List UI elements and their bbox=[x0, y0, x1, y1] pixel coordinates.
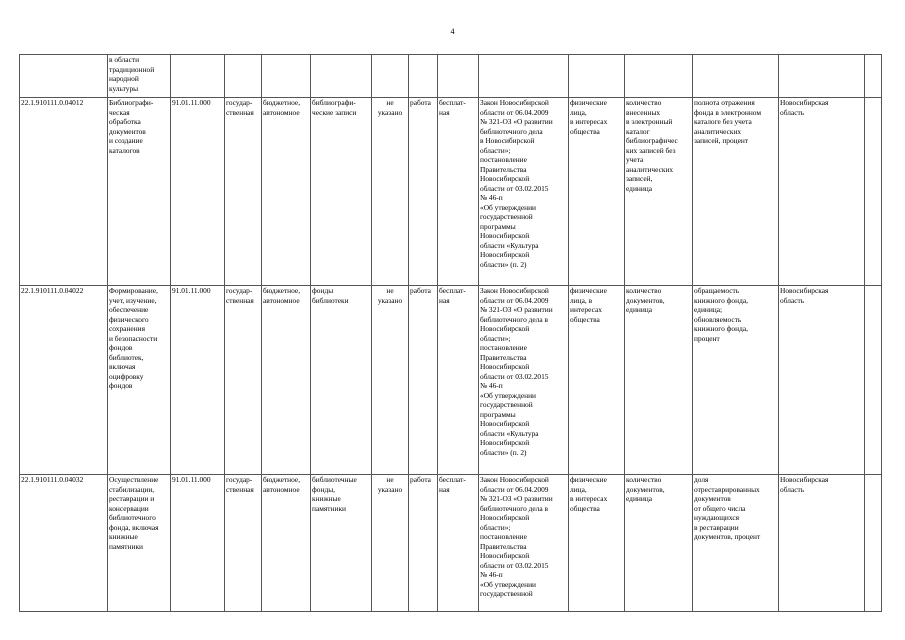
okved-cell bbox=[171, 55, 225, 98]
name-cell: Осуществление стабилизации, реставрации и консервации библиотечного фонда, включая книжные памятники bbox=[108, 475, 171, 612]
institution-type-cell bbox=[262, 55, 311, 98]
quality-indicator-cell: обращаемость книжного фонда, единица; обновляемость книжного фонда, процент bbox=[693, 286, 779, 475]
kind-cell bbox=[409, 55, 438, 98]
legal-basis-cell: Закон Новосибирской области от 06.04.2009 № 321-ОЗ «О развитии библиотечного дела в Новосибирской области»; постановление Правительства Новосибирской области от 03.02.2015 № 46-п «Об утверждении государственной bbox=[479, 475, 569, 612]
quality-indicator-cell: полнота отражения фонда в электронном каталоге без учета аналитических записей, процент bbox=[693, 98, 779, 286]
table-row bbox=[20, 475, 882, 612]
content-cell: библиотечные фонды, книжные памятники bbox=[311, 475, 372, 612]
legal-basis-cell bbox=[479, 55, 569, 98]
condition-cell: не указано bbox=[372, 98, 409, 286]
ownership-cell: государ- ственная bbox=[225, 286, 262, 475]
payment-cell bbox=[438, 55, 479, 98]
condition-cell bbox=[372, 55, 409, 98]
region-cell: Новосибирская область bbox=[779, 286, 865, 475]
consumers-cell: физические лица, в интересах общества bbox=[569, 475, 625, 612]
extra-cell bbox=[865, 286, 882, 475]
extra-cell bbox=[865, 55, 882, 98]
page-number: 4 bbox=[450, 27, 455, 36]
name-cell: Формирование, учет, изучение, обеспечение физического сохранения и безопасности фондов библиотек, включая оцифровку фондов bbox=[108, 286, 171, 475]
okved-cell: 91.01.11.000 bbox=[171, 475, 225, 612]
table-row bbox=[20, 55, 882, 98]
kind-cell: работа bbox=[409, 98, 438, 286]
code-cell: 22.1.910111.0.04022 bbox=[20, 286, 108, 475]
condition-cell: не указано bbox=[372, 286, 409, 475]
region-cell: Новосибирская область bbox=[779, 475, 865, 612]
institution-type-cell: бюджетное, автономное bbox=[262, 286, 311, 475]
kind-cell: работа bbox=[409, 286, 438, 475]
quality-indicator-cell bbox=[693, 55, 779, 98]
legal-basis-cell: Закон Новосибирской области от 06.04.2009 № 321-ОЗ «О развитии библиотечного дела в Новосибирской области»; постановление Правительства Новосибирской области от 03.02.2015 № 46-п «Об утверждении государственной программы Новосибирской области «Культура Новосибирской области» (п. 2) bbox=[479, 286, 569, 475]
payment-cell: бесплат- ная bbox=[438, 98, 479, 286]
code-cell: 22.1.910111.0.04032 bbox=[20, 475, 108, 612]
region-cell bbox=[779, 55, 865, 98]
condition-cell: не указано bbox=[372, 475, 409, 612]
registry-table bbox=[19, 54, 882, 612]
okved-cell: 91.01.11.000 bbox=[171, 98, 225, 286]
name-cell: Библиографи- ческая обработка документов и создание каталогов bbox=[108, 98, 171, 286]
consumers-cell bbox=[569, 55, 625, 98]
consumers-cell: физические лица, в интересах общества bbox=[569, 98, 625, 286]
extra-cell bbox=[865, 98, 882, 286]
volume-indicator-cell: количество документов, единица bbox=[625, 475, 693, 612]
table-row bbox=[20, 98, 882, 286]
volume-indicator-cell: количество документов, единица bbox=[625, 286, 693, 475]
content-cell bbox=[311, 55, 372, 98]
payment-cell: бесплат- ная bbox=[438, 286, 479, 475]
legal-basis-cell: Закон Новосибирской области от 06.04.2009 № 321-ОЗ «О развитии библиотечного дела в Новосибирской области»; постановление Правительства Новосибирской области от 03.02.2015 № 46-п «Об утверждении государственной программы Новосибирской области «Культура Новосибирской области» (п. 2) bbox=[479, 98, 569, 286]
table-row bbox=[20, 286, 882, 475]
content-cell: библиографи- ческие записи bbox=[311, 98, 372, 286]
ownership-cell: государ- ственная bbox=[225, 475, 262, 612]
ownership-cell bbox=[225, 55, 262, 98]
volume-indicator-cell bbox=[625, 55, 693, 98]
okved-cell: 91.01.11.000 bbox=[171, 286, 225, 475]
code-cell bbox=[20, 55, 108, 98]
payment-cell: бесплат- ная bbox=[438, 475, 479, 612]
institution-type-cell: бюджетное, автономное bbox=[262, 475, 311, 612]
institution-type-cell: бюджетное, автономное bbox=[262, 98, 311, 286]
quality-indicator-cell: доля отреставрированных документов от общего числа нуждающихся в реставрации документов, процент bbox=[693, 475, 779, 612]
ownership-cell: государ- ственная bbox=[225, 98, 262, 286]
volume-indicator-cell: количество внесенных в электронный каталог библиографичес ких записей без учета аналитических записей, единица bbox=[625, 98, 693, 286]
kind-cell: работа bbox=[409, 475, 438, 612]
code-cell: 22.1.910111.0.04012 bbox=[20, 98, 108, 286]
name-cell: в области традиционной народной культуры bbox=[108, 55, 171, 98]
consumers-cell: физические лица, в интересах общества bbox=[569, 286, 625, 475]
region-cell: Новосибирская область bbox=[779, 98, 865, 286]
content-cell: фонды библиотеки bbox=[311, 286, 372, 475]
extra-cell bbox=[865, 475, 882, 612]
